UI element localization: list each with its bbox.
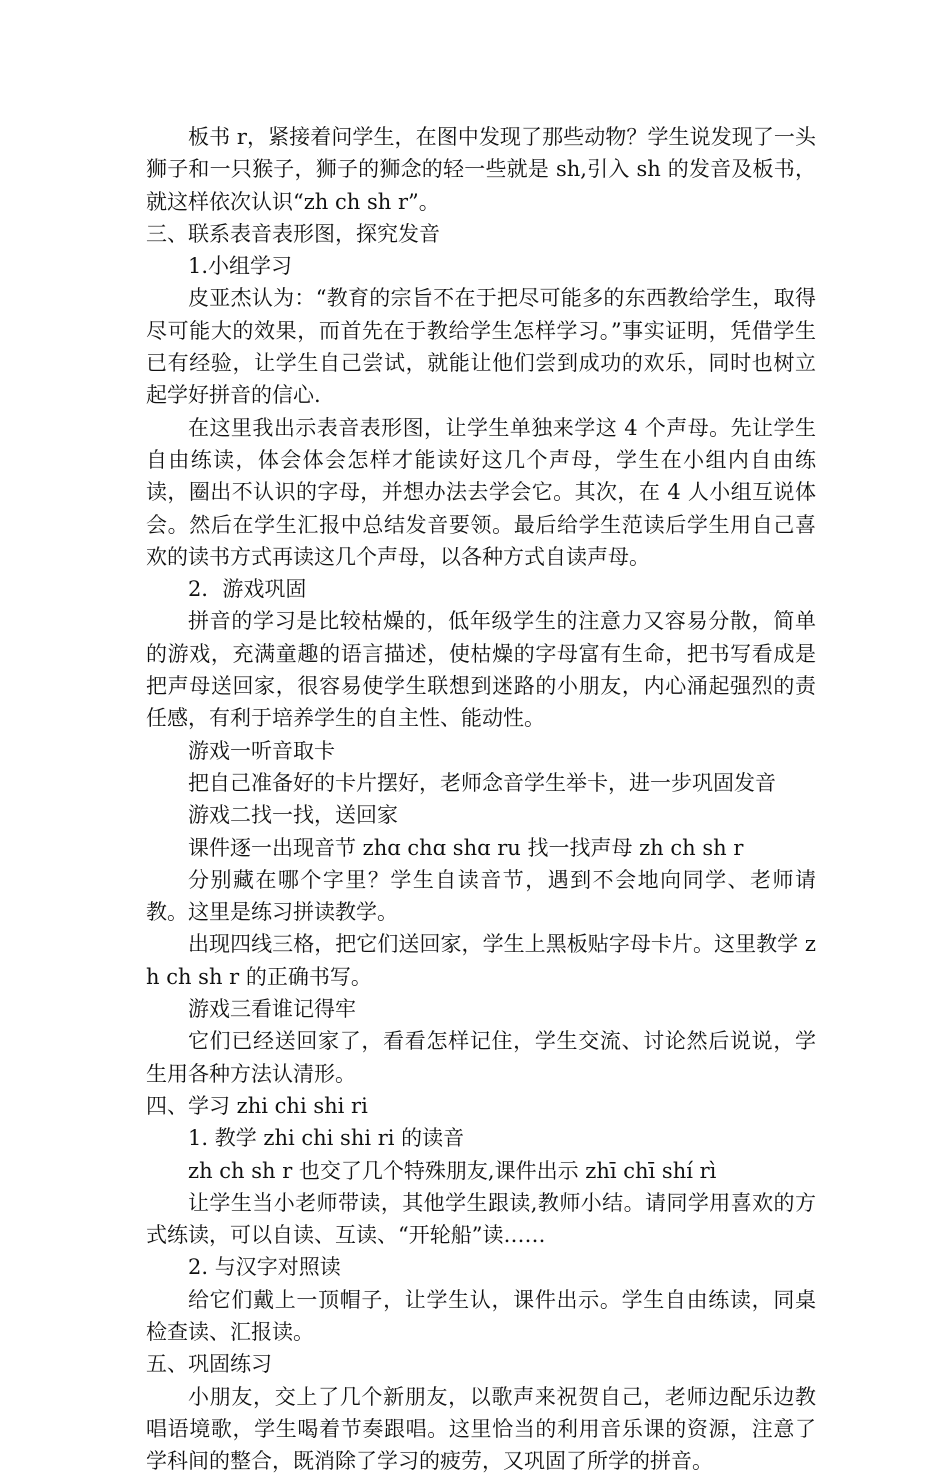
game-one-title: 游戏一听音取卡 bbox=[188, 738, 335, 763]
section-heading-4: 四、学习 zhi chi shi ri bbox=[146, 1093, 368, 1118]
paragraph-special-friends: zh ch sh r 也交了几个特殊朋友,课件出示 zhī chī shí rì bbox=[188, 1158, 717, 1183]
subheading-hanzi-compare: 2. 与汉字对照读 bbox=[188, 1255, 341, 1280]
paragraph-hat: 给它们戴上一顶帽子，让学生认，课件出示。学生自由练读，同桌检查读、汇报读。 bbox=[146, 1287, 816, 1344]
subheading-group-study: 1.小组学习 bbox=[188, 254, 293, 279]
paragraph-board-writing: 板书 r，紧接着问学生，在图中发现了那些动物？学生说发现了一头狮子和一只猴子，狮子的狮念的轻一些就是 sh,引入 sh 的发音及板书，就这样依次认识“zh ch sh r”。 bbox=[146, 125, 816, 214]
section-heading-5: 五、巩固练习 bbox=[146, 1352, 272, 1377]
section-heading-3: 三、联系表音表形图，探究发音 bbox=[146, 221, 440, 246]
subheading-game-review: 2．游戏巩固 bbox=[188, 577, 307, 602]
paragraph-song: 小朋友，交上了几个新朋友，以歌声来祝贺自己，老师边配乐边教唱语境歌，学生喝着节奏跟唱。这里恰当的利用音乐课的资源，注意了学科间的整合，既消除了学习的疲劳，又巩固了所学的拼音。 bbox=[146, 1384, 816, 1474]
game-three-title: 游戏三看谁记得牢 bbox=[188, 997, 356, 1022]
paragraph-game-one: 把自己准备好的卡片摆好，老师念音学生举卡，进一步巩固发音 bbox=[188, 770, 776, 795]
paragraph-syllables: 课件逐一出现音节 zhɑ chɑ shɑ ru 找一找声母 zh ch sh r bbox=[188, 835, 744, 860]
subheading-pronunciation: 1. 教学 zhi chi shi ri 的读音 bbox=[188, 1126, 465, 1151]
paragraph-little-teacher: 让学生当小老师带读，其他学生跟读,教师小结。请同学用喜欢的方式练读，可以自读、互读、“开轮船”读…… bbox=[146, 1190, 816, 1248]
paragraph-four-line-grid: 出现四线三格，把它们送回家，学生上黑板贴字母卡片。这里教学 zh ch sh r 的正确书写。 bbox=[146, 932, 816, 989]
paragraph-game-rationale: 拼音的学习是比较枯燥的，低年级学生的注意力又容易分散，简单的游戏，充满童趣的语言描述，使枯燥的字母富有生命，把书写看成是把声母送回家，很容易使学生联想到迷路的小朋友，内心涌起强烈的责任感，有利于培养学生的自主性、能动性。 bbox=[146, 609, 816, 731]
paragraph-piaget: 皮亚杰认为：“教育的宗旨不在于把尽可能多的东西教给学生，取得尽可能大的效果，而首先在于教给学生怎样学习。”事实证明，凭借学生已有经验，让学生自己尝试，就能让他们尝到成功的欢乐，同时也树立起学好拼音的信心. bbox=[146, 286, 816, 408]
document-page bbox=[146, 121, 816, 1477]
paragraph-chart-study: 在这里我出示表音表形图，让学生单独来学这 4 个声母。先让学生自由练读，体会体会怎样才能读好这几个声母，学生在小组内自由练读，圈出不认识的字母，并想办法去学会它。其次，在 4 人小组互说体会。然后在学生汇报中总结发音要领。最后给学生范读后学生用自己喜欢的读书方式再读这几个声母，以各种方式自读声母。 bbox=[146, 415, 816, 569]
paragraph-memorize: 它们已经送回家了，看看怎样记住，学生交流、讨论然后说说，学生用各种方法认清形。 bbox=[146, 1029, 816, 1086]
paragraph-hidden-letters: 分别藏在哪个字里？学生自读音节，遇到不会地向同学、老师请教。这里是练习拼读教学。 bbox=[146, 867, 816, 925]
game-two-title: 游戏二找一找，送回家 bbox=[188, 803, 398, 828]
